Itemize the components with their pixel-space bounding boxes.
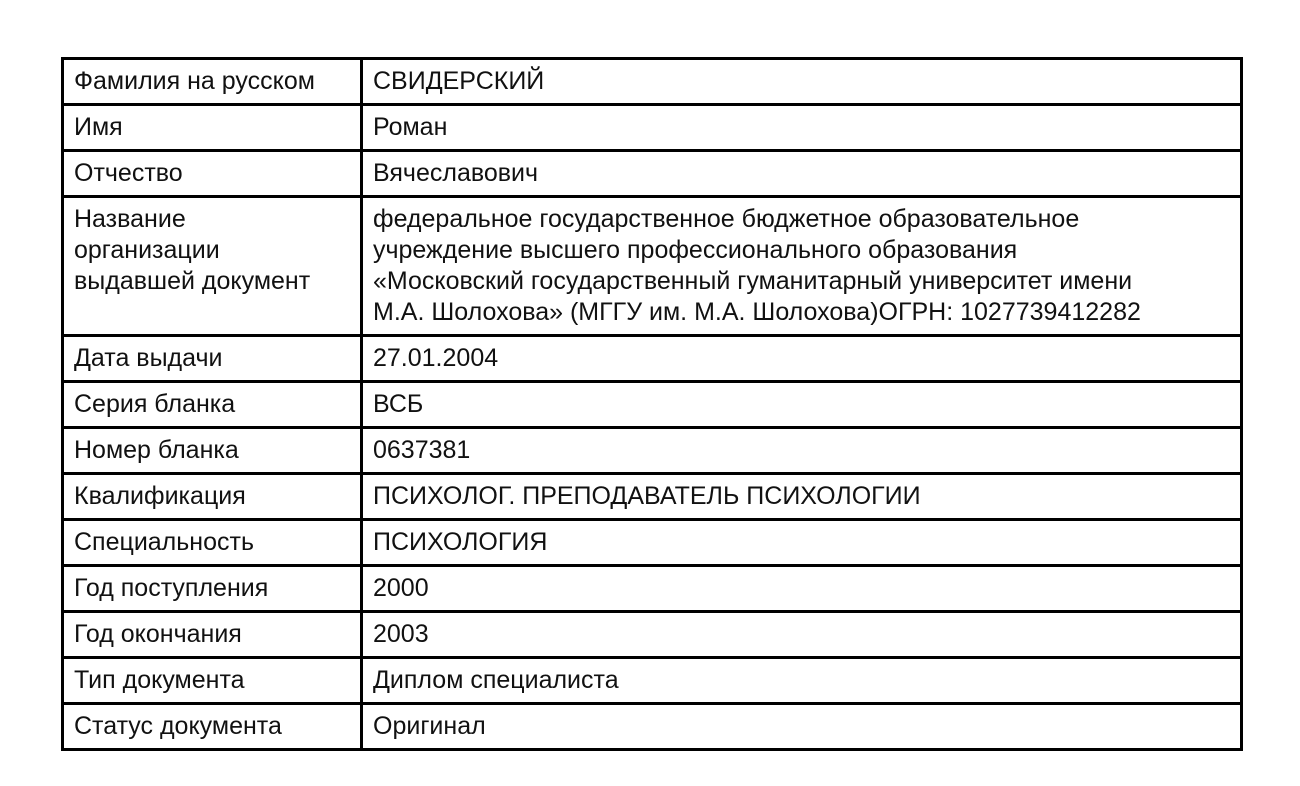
table-row-form-series	[63, 382, 1242, 428]
table-row-admission-year	[63, 566, 1242, 612]
table-row-document-type	[63, 658, 1242, 704]
field-label-form-series: Серия бланка	[63, 382, 362, 428]
label-line: выдавшей документ	[74, 267, 311, 295]
field-label-first-name: Имя	[63, 105, 362, 151]
field-value-form-number: 0637381	[362, 428, 1242, 474]
field-value-qualification: ПСИХОЛОГ. ПРЕПОДАВАТЕЛЬ ПСИХОЛОГИИ	[362, 474, 1242, 520]
value-line: федеральное государственное бюджетное образовательное	[373, 205, 1080, 233]
field-label-admission-year: Год поступления	[63, 566, 362, 612]
field-label-form-number: Номер бланка	[63, 428, 362, 474]
table-row-qualification	[63, 474, 1242, 520]
value-line: учреждение высшего профессионального образования	[373, 236, 1018, 264]
field-label-document-status: Статус документа	[63, 704, 362, 750]
label-line: Название	[74, 205, 186, 233]
field-value-document-type: Диплом специалиста	[362, 658, 1242, 704]
document-sheet	[61, 57, 1243, 751]
field-label-qualification: Квалификация	[63, 474, 362, 520]
table-row-graduation-year	[63, 612, 1242, 658]
field-value-surname: СВИДЕРСКИЙ	[362, 59, 1242, 105]
field-value-form-series: ВСБ	[362, 382, 1242, 428]
value-line: «Московский государственный гуманитарный университет имени	[373, 267, 1133, 295]
diploma-record-table	[61, 57, 1243, 751]
field-label-graduation-year: Год окончания	[63, 612, 362, 658]
table-row-first-name	[63, 105, 1242, 151]
field-value-document-status: Оригинал	[362, 704, 1242, 750]
table-row-document-status	[63, 704, 1242, 750]
table-row-form-number	[63, 428, 1242, 474]
table-row-issue-date	[63, 336, 1242, 382]
field-value-specialty: ПСИХОЛОГИЯ	[362, 520, 1242, 566]
field-value-issue-date: 27.01.2004	[362, 336, 1242, 382]
table-row-patronymic	[63, 151, 1242, 197]
field-label-specialty: Специальность	[63, 520, 362, 566]
field-value-admission-year: 2000	[362, 566, 1242, 612]
field-label-surname: Фамилия на русском	[63, 59, 362, 105]
table-row-surname	[63, 59, 1242, 105]
label-line: организации	[74, 236, 220, 264]
field-value-graduation-year: 2003	[362, 612, 1242, 658]
field-label-patronymic: Отчество	[63, 151, 362, 197]
field-label-issuing-organization	[63, 197, 362, 336]
field-value-first-name: Роман	[362, 105, 1242, 151]
table-row-specialty	[63, 520, 1242, 566]
field-label-document-type: Тип документа	[63, 658, 362, 704]
field-value-patronymic: Вячеславович	[362, 151, 1242, 197]
table-row-issuing-organization	[63, 197, 1242, 336]
field-label-issue-date: Дата выдачи	[63, 336, 362, 382]
field-value-issuing-organization	[362, 197, 1242, 336]
value-line: М.А. Шолохова» (МГГУ им. М.А. Шолохова)ОГРН: 1027739412282	[373, 298, 1141, 326]
